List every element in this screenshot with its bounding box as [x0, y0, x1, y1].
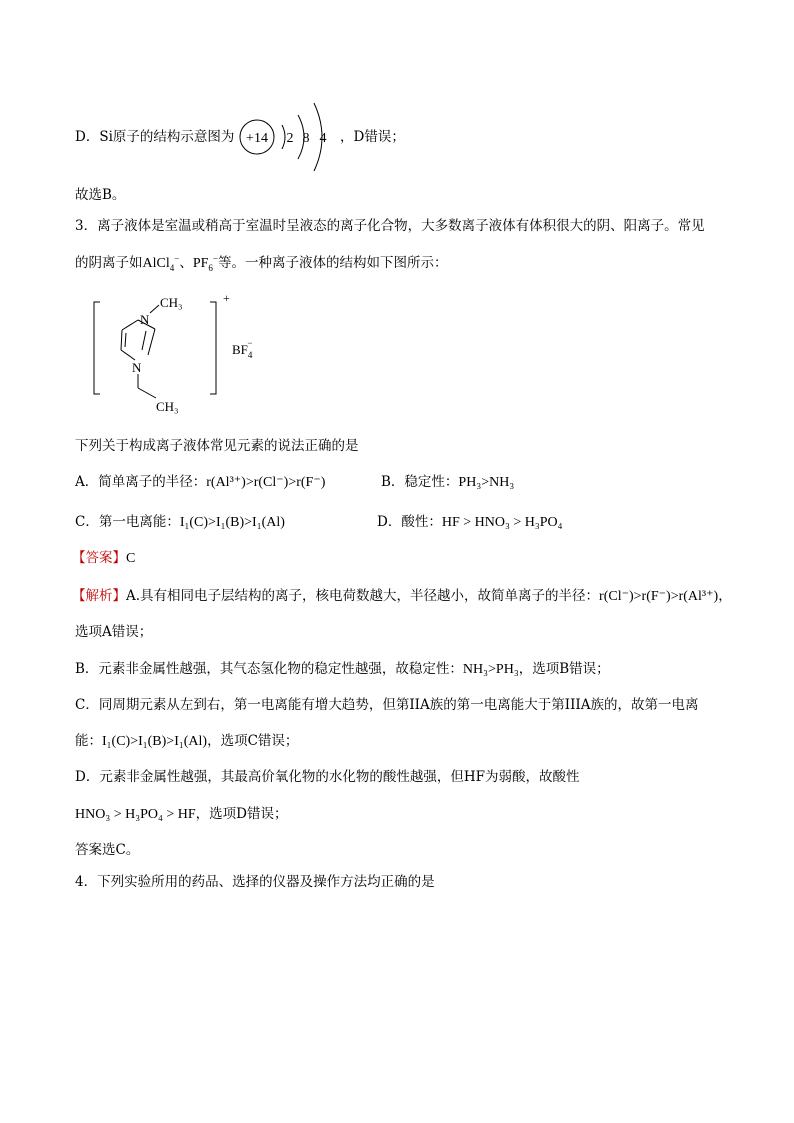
bf4-sup: −	[247, 338, 253, 348]
option-b	[381, 472, 514, 493]
analysis-c-math: I₁(C)>I₁(B)>I₁(Al)	[102, 734, 208, 749]
option-a-label: A．简单离子的半径：	[75, 474, 207, 490]
option-a	[75, 472, 325, 493]
answer-value: C	[126, 551, 136, 566]
analysis-a-math: r(Cl⁻)>r(F⁻)>r(Al³⁺)	[599, 589, 719, 604]
alcl4-base: AlCl	[142, 256, 170, 271]
bf4-base: BF	[232, 342, 248, 357]
alcl4-formula	[142, 253, 180, 273]
cation-charge: +	[223, 291, 230, 305]
analysis-c-line2-a: 能：	[75, 733, 102, 749]
q3-line2-a: 的阴离子如	[75, 255, 143, 271]
shell-1-electrons: 2	[286, 131, 294, 146]
pf6-formula	[192, 253, 218, 273]
q3-line1: 3．离子液体是室温或稍高于室温时呈液态的离子化合物，大多数离子液体有体积很大的阴、阳离子。常见	[75, 218, 705, 234]
bf4-sub: 4	[247, 350, 253, 360]
option-c-label: C．第一电离能：	[75, 514, 180, 530]
ring-n-bottom: N	[132, 360, 142, 375]
option-d-suffix-line	[340, 127, 405, 147]
answer-line	[72, 548, 135, 569]
analysis-b-end: ，选项B错误；	[518, 661, 610, 677]
option-d-math: HF > HNO₃ > H₃PO₄	[441, 515, 563, 530]
pf6-sub: 6	[208, 262, 213, 273]
analysis-c-end: ，选项C错误；	[207, 733, 299, 749]
option-b-math: PH₃>NH₃	[458, 475, 515, 490]
analysis-a-end: ，	[718, 588, 732, 604]
option-c-math: I₁(C)>I₁(B)>I₁(Al)	[179, 515, 285, 530]
option-d	[377, 512, 563, 533]
alcl4-sup: −	[174, 253, 180, 264]
option-a-math: r(Al³⁺)>r(Cl⁻)>r(F⁻)	[206, 475, 326, 490]
analysis-a-line	[72, 586, 732, 607]
analysis-tag: 【解析】	[72, 588, 126, 604]
alcl4-sub: 4	[169, 262, 175, 273]
q3-stem: 下列关于构成离子液体常见元素的说法正确的是	[75, 438, 359, 454]
bf4-anion	[232, 338, 253, 360]
q4-line1: 4．下列实验所用的药品、选择的仪器及操作方法均正确的是	[75, 874, 435, 890]
analysis-b-math: NH₃>PH₃	[462, 662, 519, 677]
analysis-d-line1: D．元素非金属性越强，其最高价氧化物的水化物的酸性越强，但HF为弱酸，故酸性	[75, 769, 580, 785]
shell-3-electrons: 4	[319, 131, 327, 146]
ring-n-top: N	[140, 312, 150, 327]
separator: 、	[179, 255, 193, 271]
analysis-conclusion: 答案选C。	[75, 842, 140, 858]
analysis-d-end: ，选项D错误；	[195, 806, 288, 822]
option-d-label: D．酸性：	[377, 514, 442, 530]
ethyl-methyl-end: CH₃	[156, 399, 179, 414]
choose-b-line: 故选B。	[75, 187, 126, 203]
analysis-a-line2: 选项A错误；	[75, 624, 153, 640]
q3-line2	[75, 253, 447, 274]
analysis-c-line2	[75, 731, 298, 752]
analysis-d-line2	[75, 804, 288, 825]
pf6-base: PF	[192, 256, 209, 271]
q3-line2-b: 等。一种离子液体的结构如下图所示：	[217, 255, 448, 271]
pf6-sup: −	[212, 253, 218, 264]
methyl-group: CH₃	[160, 295, 183, 310]
option-b-label: B．稳定性：	[381, 474, 459, 490]
si-atom-structure-diagram	[232, 97, 352, 177]
answer-tag: 【答案】	[72, 550, 126, 566]
analysis-d-math: HNO₃ > H₃PO₄ > HF	[75, 807, 196, 822]
nucleus-charge: +14	[246, 131, 268, 146]
shell-2-electrons: 8	[302, 131, 310, 146]
analysis-b-text: B．元素非金属性越强，其气态氢化物的稳定性越强，故稳定性：	[75, 661, 463, 677]
analysis-b-line	[75, 659, 610, 680]
option-c	[75, 512, 285, 533]
option-d-suffix: ，D错误；	[340, 129, 405, 145]
analysis-a-text: A.具有相同电子层结构的离子，核电荷数越大，半径越小，故简单离子的半径：	[126, 588, 600, 604]
option-d-si-line	[75, 127, 234, 147]
ionic-liquid-structure	[88, 288, 288, 418]
analysis-c-line1: C．同周期元素从左到右，第一电离能有增大趋势，但第IIA族的第一电离能大于第IIIA族的，故第一电离	[75, 697, 699, 713]
option-d-prefix: D．Si原子的结构示意图为	[75, 129, 235, 145]
